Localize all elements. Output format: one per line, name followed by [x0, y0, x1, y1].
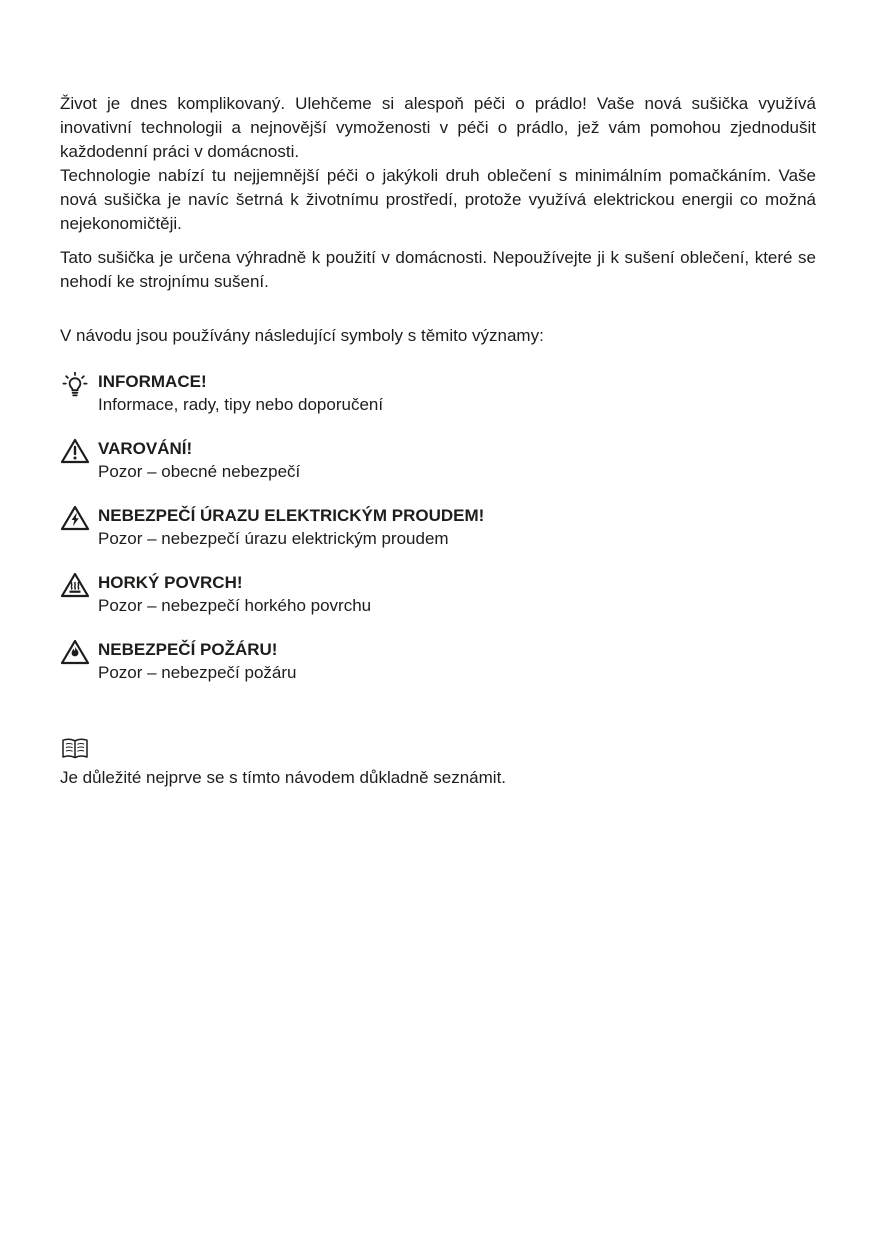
symbol-text: [98, 571, 816, 617]
symbol-title: VAROVÁNÍ!: [98, 439, 193, 458]
manual-page: [60, 92, 816, 790]
warning-triangle-icon: [60, 437, 94, 465]
intro-block: [60, 92, 816, 294]
symbol-title: HORKÝ POVRCH!: [98, 573, 243, 592]
symbol-description: Pozor – nebezpečí úrazu elektrickým proudem: [98, 529, 449, 548]
symbol-description: Pozor – obecné nebezpečí: [98, 462, 301, 481]
symbol-text: [98, 638, 816, 684]
symbol-title: NEBEZPEČÍ POŽÁRU!: [98, 640, 278, 659]
symbol-title: INFORMACE!: [98, 372, 207, 391]
symbol-text: [98, 504, 816, 550]
open-book-icon: [60, 736, 816, 762]
symbol-description: Pozor – nebezpečí horkého povrchu: [98, 596, 372, 615]
symbols-intro-text: V návodu jsou používány následující symboly s těmito významy:: [60, 326, 544, 345]
read-manual-note: Je důležité nejprve se s tímto návodem důkladně seznámit.: [60, 768, 507, 787]
list-item: [60, 437, 816, 483]
symbol-description: Pozor – nebezpečí požáru: [98, 663, 297, 682]
domestic-use-paragraph: Tato sušička je určena výhradně k použití v domácnosti. Nepoužívejte ji k sušení oblečení, které se nehodí ke strojnímu sušení.: [60, 248, 816, 291]
symbol-text: [98, 370, 816, 416]
intro-paragraph-1: Život je dnes komplikovaný. Ulehčeme si alespoň péči o prádlo! Vaše nová sušička využívá inovativní technologii a nejnovější vymoženosti v péči o prádlo, jež vám pomohou zjednodušit každodenní práci v domácnosti.: [60, 94, 816, 161]
symbol-text: [98, 437, 816, 483]
list-item: [60, 370, 816, 416]
list-item: [60, 638, 816, 684]
intro-paragraph-2: Technologie nabízí tu nejjemnější péči o jakýkoli druh oblečení s minimálním pomačkáním. Vaše nová sušička je navíc šetrná k životnímu prostředí, protože využívá elektrickou energii co možná nejekonomičtěji.: [60, 166, 816, 233]
footer-block: [60, 736, 816, 790]
fire-hazard-warning-icon: [60, 638, 94, 666]
list-item: [60, 571, 816, 617]
symbol-title: NEBEZPEČÍ ÚRAZU ELEKTRICKÝM PROUDEM!: [98, 506, 485, 525]
hot-surface-warning-icon: [60, 571, 94, 599]
symbol-legend-list: [60, 370, 816, 684]
symbol-description: Informace, rady, tipy nebo doporučení: [98, 395, 384, 414]
electric-shock-warning-icon: [60, 504, 94, 532]
list-item: [60, 504, 816, 550]
info-bulb-icon: [60, 370, 94, 402]
